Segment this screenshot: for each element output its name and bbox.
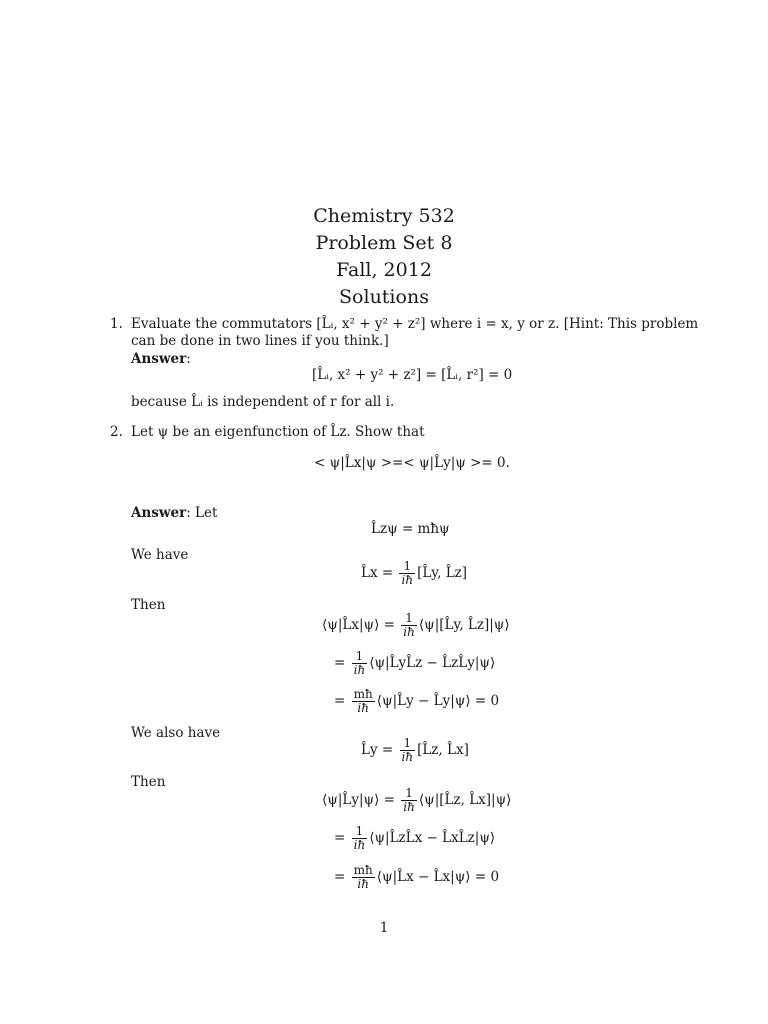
eq-ly-commutator: L̂y = $\frac{1}{iħ}$ [L̂z, L̂x] bbox=[361, 736, 469, 764]
fraction: $\frac{1}{iħ}$ bbox=[403, 786, 415, 814]
problem-set-title: Problem Set 8 bbox=[315, 232, 453, 254]
answer-label: Answer bbox=[131, 351, 187, 367]
problem-1-number: 1. bbox=[110, 316, 123, 332]
solutions-title: Solutions bbox=[339, 286, 429, 308]
eq-lx-commutator bbox=[361, 560, 467, 587]
problem-1-equation: [L̂ᵢ, x² + y² + z²] = [L̂ᵢ, r²] = 0 bbox=[312, 367, 513, 383]
course-title: Chemistry 532 bbox=[313, 205, 455, 227]
fraction: $\frac{1}{iħ}$ bbox=[401, 559, 414, 587]
derivation-ly-step-1: ⟨ψ|L̂y|ψ⟩ = $\frac{1}{iħ}$ ⟨ψ|[L̂z, L̂x]|ψ⟩ bbox=[322, 786, 512, 814]
we-have-text: We have bbox=[131, 547, 189, 563]
problem-2-number: 2. bbox=[110, 424, 123, 440]
then-text-2: Then bbox=[131, 774, 166, 790]
derivation-lx-step-2: = $\frac{1}{iħ}$ ⟨ψ|L̂yL̂z − L̂zL̂y|ψ⟩ bbox=[334, 649, 496, 677]
fraction: $\frac{mħ}{iħ}$ bbox=[353, 863, 373, 891]
fraction: $\frac{mħ}{iħ}$ bbox=[353, 687, 373, 715]
fraction: $\frac{1}{iħ}$ bbox=[403, 611, 415, 639]
answer-let: : Let bbox=[186, 505, 218, 521]
problem-1-line-1: Evaluate the commutators [L̂ᵢ, x² + y² + z²] where i = x, y or z. [Hint: This problem bbox=[131, 316, 699, 332]
term-title: Fall, 2012 bbox=[336, 259, 432, 281]
problem-1-answer bbox=[131, 351, 191, 368]
derivation-ly-step-3: = $\frac{mħ}{iħ}$ ⟨ψ|L̂x − L̂x|ψ⟩ = 0 bbox=[334, 863, 500, 891]
answer-label: Answer bbox=[131, 505, 187, 521]
lhs: L̂x = bbox=[361, 565, 394, 581]
fraction: $\frac{1}{iħ}$ bbox=[401, 736, 414, 764]
derivation-ly-step-2: = $\frac{1}{iħ}$ ⟨ψ|L̂zL̂x − L̂xL̂z|ψ⟩ bbox=[334, 824, 496, 852]
we-also-have-text: We also have bbox=[131, 725, 221, 741]
rhs: [L̂y, L̂z] bbox=[417, 565, 468, 581]
then-text-1: Then bbox=[131, 597, 166, 613]
problem-1-line-2: can be done in two lines if you think.] bbox=[131, 333, 389, 349]
derivation-lx-step-1: ⟨ψ|L̂x|ψ⟩ = $\frac{1}{iħ}$ ⟨ψ|[L̂y, L̂z]|ψ⟩ bbox=[322, 611, 510, 639]
problem-2-answer bbox=[131, 505, 217, 522]
eq-lz-eigen: L̂zψ = mħψ bbox=[371, 521, 450, 537]
problem-1-because: because L̂ᵢ is independent of r for all i. bbox=[131, 394, 395, 410]
answer-colon: : bbox=[186, 351, 191, 367]
page-number: 1 bbox=[379, 920, 389, 936]
fraction: $\frac{1}{iħ}$ bbox=[353, 824, 366, 852]
fraction: $\frac{1}{iħ}$ bbox=[353, 649, 366, 677]
problem-2-show-equation: < ψ|L̂x|ψ >=< ψ|L̂y|ψ >= 0. bbox=[314, 455, 510, 471]
derivation-lx-step-3: = $\frac{mħ}{iħ}$ ⟨ψ|L̂y − L̂y|ψ⟩ = 0 bbox=[334, 687, 500, 715]
problem-2-statement: Let ψ be an eigenfunction of L̂z. Show that bbox=[131, 424, 425, 440]
